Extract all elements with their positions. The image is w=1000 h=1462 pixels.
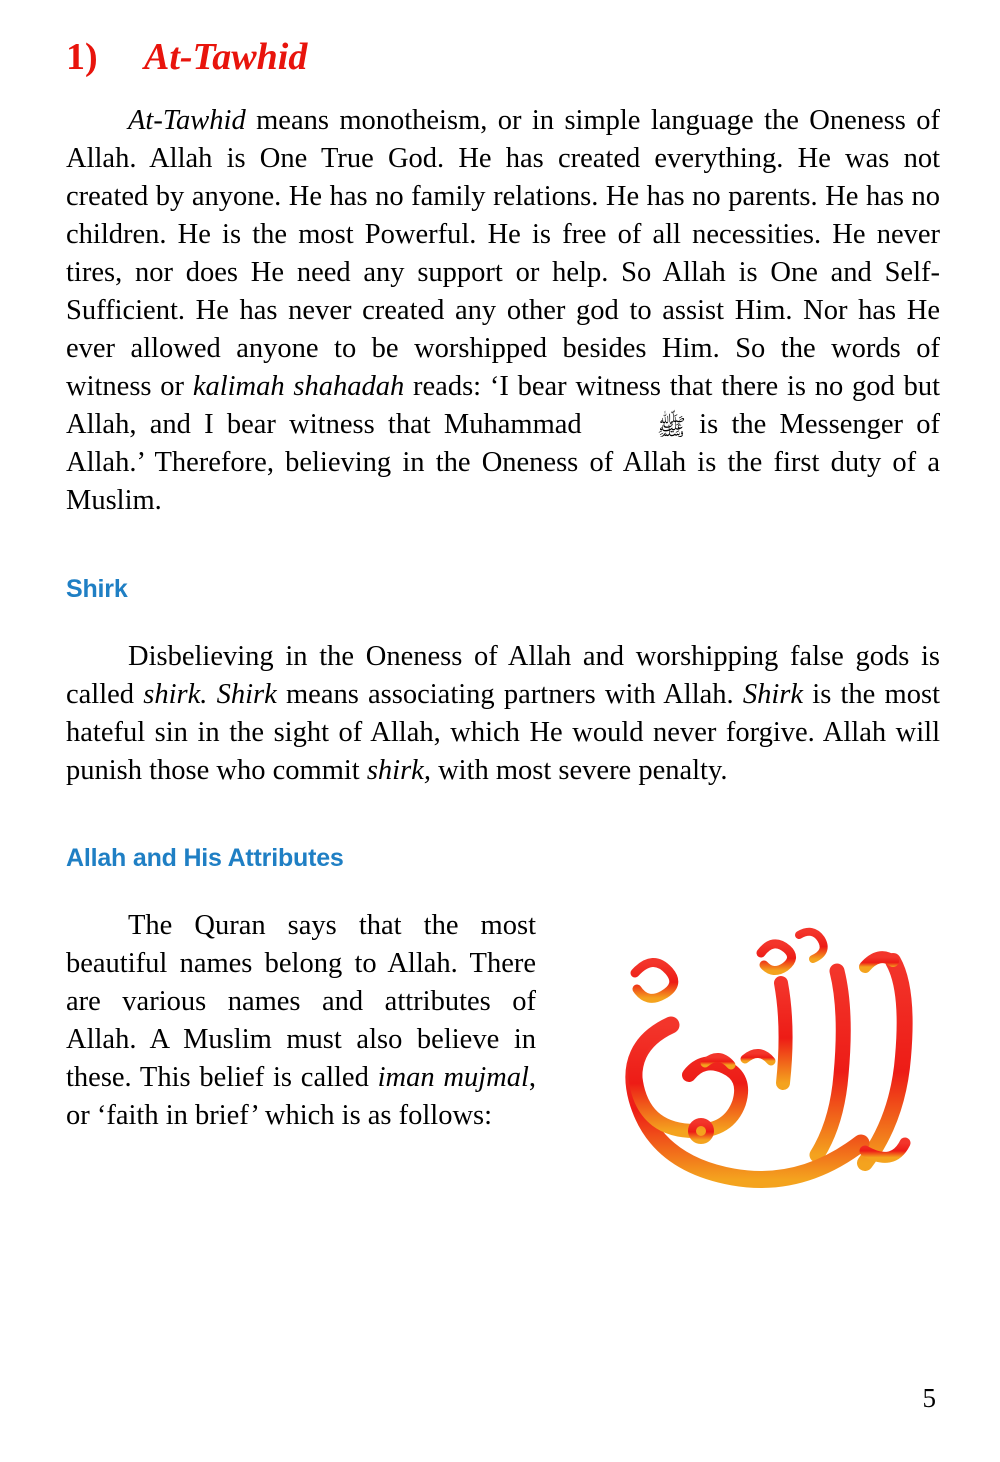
spacer — [66, 873, 940, 907]
page-title — [66, 38, 940, 76]
allah-calligraphy-icon — [575, 913, 935, 1203]
spacer — [66, 604, 940, 638]
section-title: At-Tawhid — [144, 36, 308, 78]
section-number: 1) — [66, 36, 98, 78]
attributes-text-column — [66, 907, 538, 1135]
subheading-shirk: Shirk — [66, 574, 128, 603]
paragraph-shirk: Disbelieving in the Oneness of Allah and worshipping false gods is called shirk. Shirk means associating partners with Allah. Shirk is the most hateful sin in the sight of Allah, which He would never forgive. Allah will punish those who commit shirk, with most severe penalty. — [66, 640, 940, 786]
illustration-column — [570, 907, 940, 1203]
spacer — [66, 521, 940, 575]
paragraph-attributes: The Quran says that the most beautiful names belong to Allah. There are various names and attributes of Allah. A Muslim must also believe in these. This belief is called iman mujmal, or ‘faith in brief’ which is as follows: — [66, 909, 537, 1131]
spacer — [66, 790, 940, 844]
attributes-section — [66, 907, 940, 1203]
page-number: 5 — [922, 1383, 936, 1413]
subheading-attributes: Allah and His Attributes — [66, 843, 344, 872]
paragraph-tawhid-intro: At-Tawhid means monotheism, or in simple language the Oneness of Allah. Allah is One True God. He has created everything. He was not created by anyone. He has no family relations. He has no parents. He has no children. He is the most Powerful. He is free of all necessities. He never tires, nor does He need any support or help. So Allah is One and Self-Sufficient. He has never created any other god to assist Him. Nor has He ever allowed anyone to be worshipped besides Him. So the words of witness or kalimah shahadah reads: ‘I bear witness that there is no god but Allah, and I bear witness that Muhammad ﷺ is the Messenger of Allah.’ Therefore, believing in the Oneness of Allah is the first duty of a Muslim. — [66, 105, 940, 517]
